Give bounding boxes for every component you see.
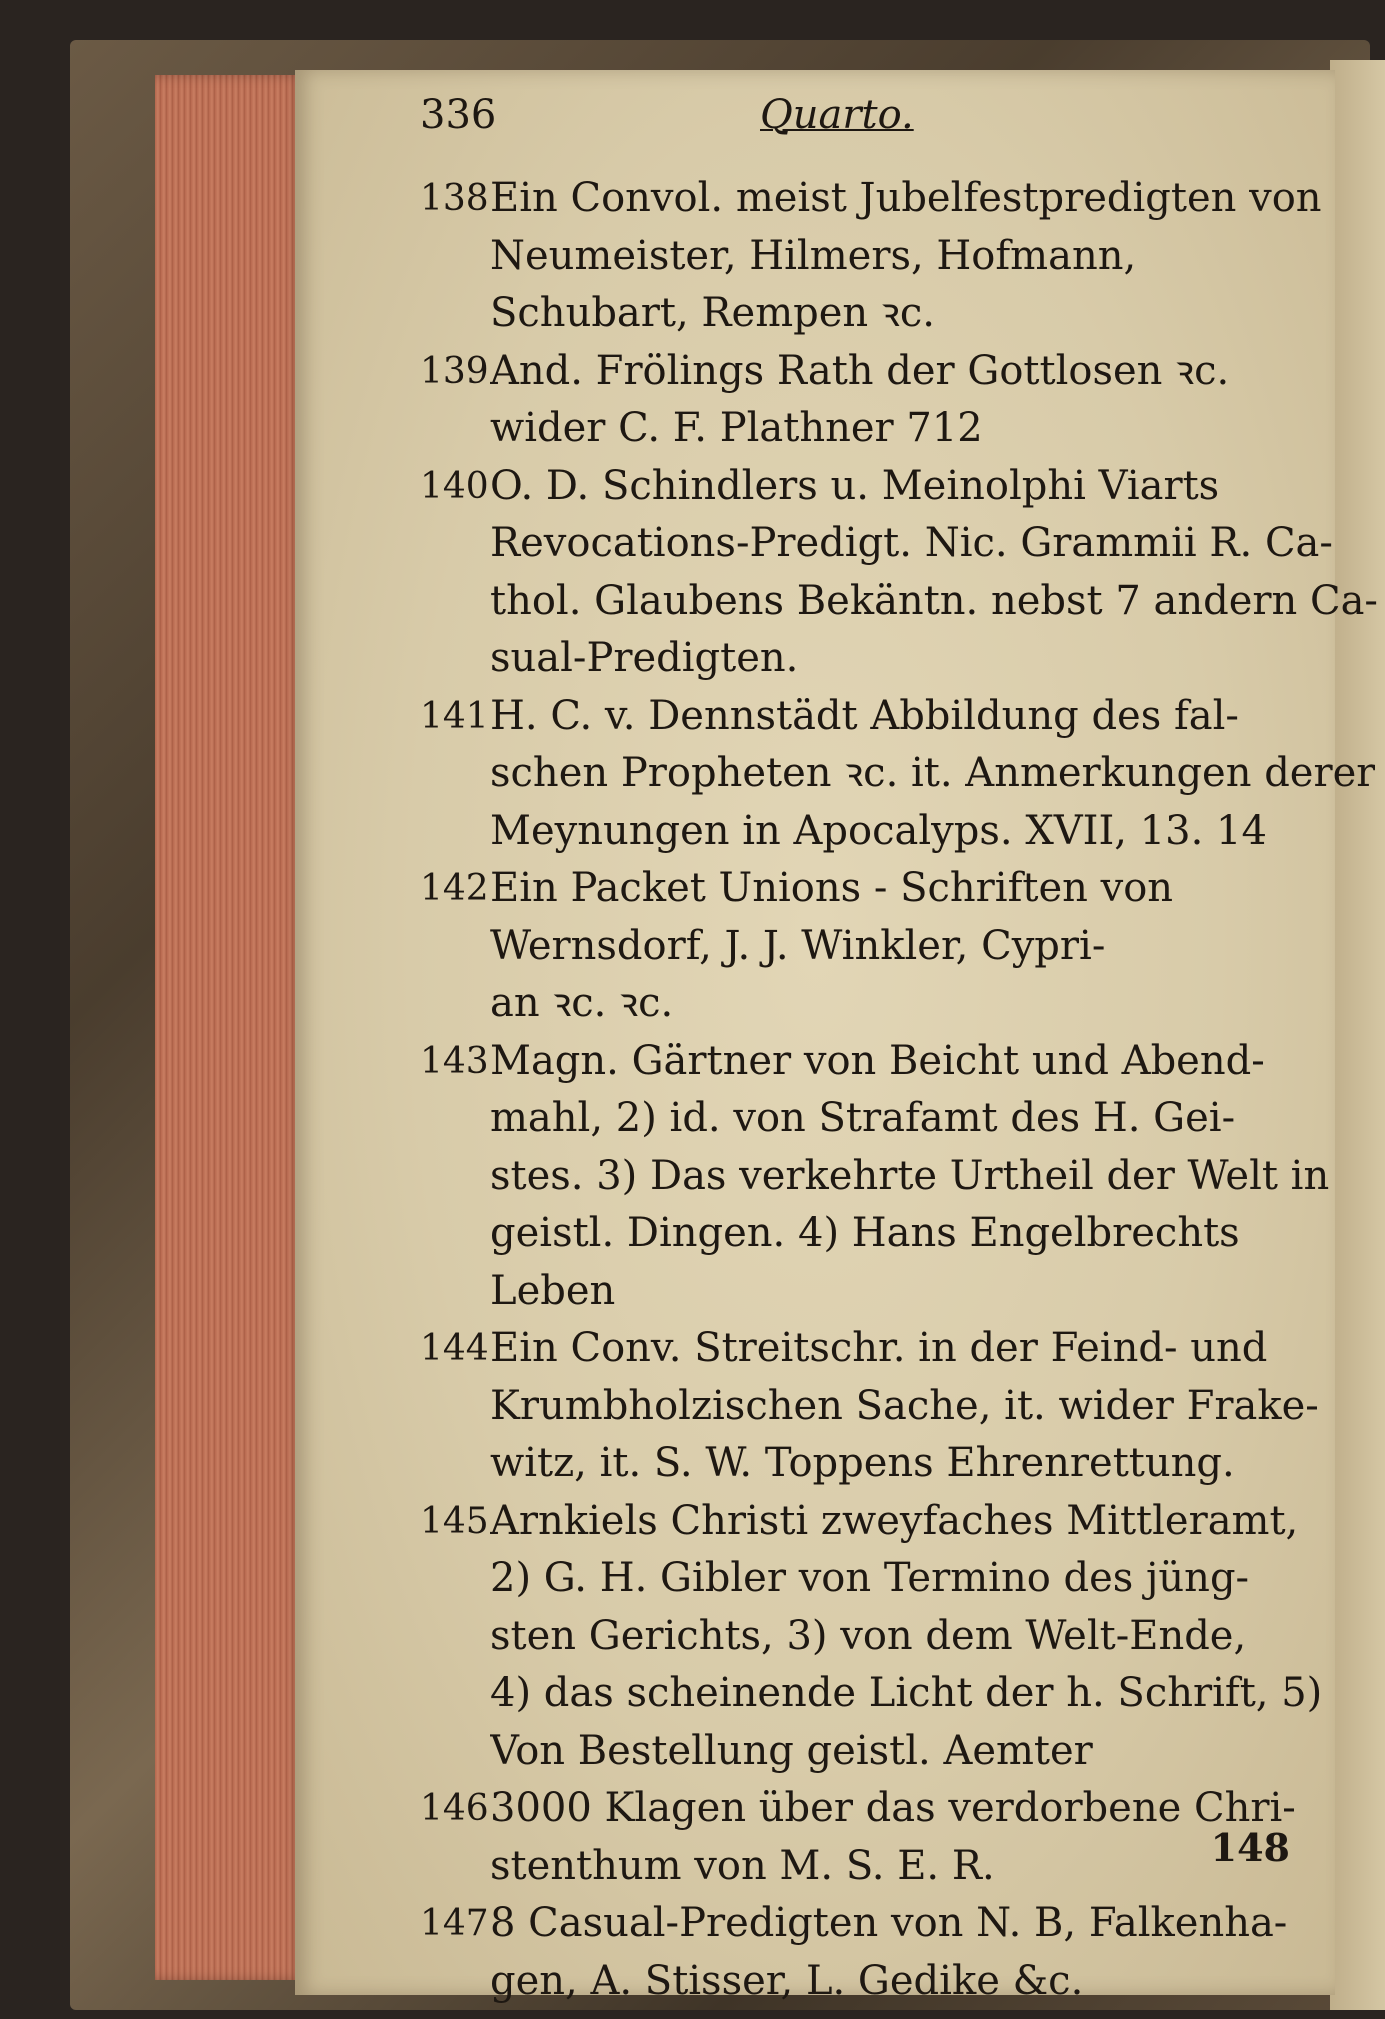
entry-number: 147: [420, 1903, 489, 1944]
entry-143: [420, 1033, 1330, 1321]
entry-146: [420, 1780, 1300, 1895]
entry-line: stes. 3) Das verkehrte Urtheil der Welt in: [490, 1152, 1330, 1199]
entry-line: thol. Glaubens Bekäntn. nebst 7 andern Ca-: [490, 577, 1378, 624]
entry-line: 4) das scheinende Licht der h. Schrift, 5): [490, 1670, 1323, 1716]
entry-144: [420, 1320, 1319, 1493]
entry-number: 142: [420, 868, 489, 909]
running-title: Quarto.: [760, 92, 914, 138]
entry-line: 3000 Klagen über das verdorbene Chri-: [490, 1785, 1296, 1831]
entry-line: sual-Predigten.: [490, 635, 799, 681]
entry-line: Arnkiels Christi zweyfaches Mittleramt,: [490, 1497, 1299, 1544]
entry-line: Wernsdorf, J. J. Winkler, Cypri-: [490, 922, 1106, 969]
entry-number: 140: [420, 465, 489, 507]
entry-139: [420, 343, 1300, 458]
entry-line: Magn. Gärtner von Beicht und Abend-: [490, 1037, 1265, 1084]
entry-line: Ein Packet Unions - Schriften von: [490, 865, 1174, 911]
entry-line: geistl. Dingen. 4) Hans Engelbrechts: [490, 1210, 1240, 1256]
entry-line: And. Frölings Rath der Gottlosen ꝛc.: [490, 347, 1230, 394]
entry-line: Schubart, Rempen ꝛc.: [490, 290, 935, 336]
facing-page: [1330, 60, 1385, 2010]
entry-line: stenthum von M. S. E. R.: [490, 1842, 995, 1889]
entry-list: [420, 170, 1378, 2010]
entry-number: 143: [420, 1040, 489, 1082]
entry-141: [420, 688, 1376, 861]
entry-138: [420, 170, 1322, 343]
entry-147: [420, 1895, 1300, 2010]
entry-number: 145: [420, 1500, 489, 1542]
entry-line: Meynungen in Apocalyps. XVII, 13. 14: [490, 807, 1267, 854]
entry-line: O. D. Schindlers u. Meinolphi Viarts: [490, 462, 1220, 509]
entry-line: sten Gerichts, 3) von dem Welt-Ende,: [490, 1612, 1247, 1659]
entry-140: [420, 458, 1378, 688]
entry-line: Leben: [490, 1267, 616, 1314]
entry-line: Ein Conv. Streitschr. in der Feind- und: [490, 1325, 1268, 1371]
catchword: 148: [1210, 1825, 1290, 1870]
entry-line: Krumbholzischen Sache, it. wider Frake-: [490, 1382, 1319, 1429]
entry-line: Von Bestellung geistl. Aemter: [490, 1727, 1093, 1774]
entry-142: [420, 860, 1300, 1033]
entry-line: Ein Convol. meist Jubelfestpredigten von: [490, 175, 1322, 221]
entry-line: Revocations-Predigt. Nic. Grammii R. Ca-: [490, 520, 1333, 566]
page-header: [420, 92, 1300, 170]
page-number: 336: [420, 92, 497, 138]
entry-line: Neumeister, Hilmers, Hofmann,: [490, 232, 1137, 279]
entry-number: 138: [420, 178, 489, 219]
entry-line: 2) G. H. Gibler von Termino des jüng-: [490, 1555, 1250, 1601]
entry-line: schen Propheten ꝛc. it. Anmerkungen derer: [490, 750, 1376, 796]
entry-line: 8 Casual-Predigten von N. B, Falkenha-: [490, 1900, 1288, 1946]
entry-number: 144: [420, 1328, 489, 1369]
page-content: [420, 92, 1378, 2004]
entry-number: 141: [420, 695, 489, 737]
entry-line: witz, it. S. W. Toppens Ehrenrettung.: [490, 1440, 1235, 1486]
entry-line: H. C. v. Dennstädt Abbildung des fal-: [490, 692, 1239, 739]
entry-line: mahl, 2) id. von Strafamt des H. Gei-: [490, 1095, 1236, 1141]
entry-line: an ꝛc. ꝛc.: [490, 980, 674, 1026]
page-edges: [155, 75, 305, 1980]
entry-line: gen, A. Stisser, L. Gedike &c.: [490, 1957, 1084, 2004]
entry-line: wider C. F. Plathner 712: [490, 405, 983, 451]
entry-145: [420, 1493, 1323, 1781]
entry-number: 139: [420, 350, 489, 392]
entry-number: 146: [420, 1788, 489, 1829]
